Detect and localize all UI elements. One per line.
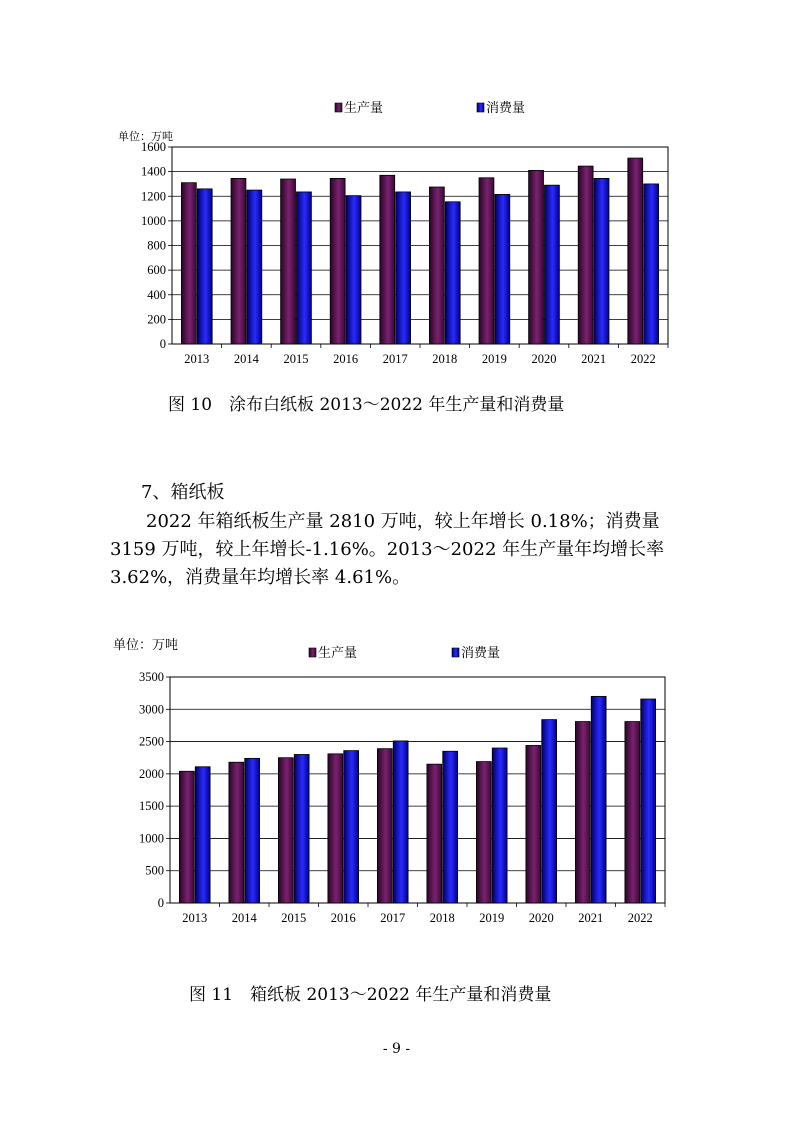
bar-production xyxy=(278,758,293,903)
x-tick-label: 2021 xyxy=(578,911,604,925)
y-tick-label: 200 xyxy=(147,312,166,327)
x-tick-label: 2017 xyxy=(382,352,408,366)
y-tick-label: 800 xyxy=(147,238,166,253)
bar-consumption xyxy=(197,189,212,344)
x-tick-label: 2018 xyxy=(432,352,458,366)
x-tick-label: 2018 xyxy=(429,911,455,925)
x-tick-label: 2020 xyxy=(528,911,554,925)
x-tick-label: 2016 xyxy=(333,352,359,366)
page-number: - 9 - xyxy=(382,1041,411,1057)
legend-label-production: 生产量 xyxy=(344,100,384,115)
bar-production xyxy=(628,158,643,344)
chart-11-caption: 图 11 箱纸板 2013～2022 年生产量和消费量 xyxy=(189,985,552,1005)
bar-production xyxy=(330,178,345,344)
bar-consumption xyxy=(495,194,510,344)
bar-production xyxy=(229,762,244,903)
bar-consumption xyxy=(644,184,659,344)
bar-consumption xyxy=(344,751,359,903)
y-tick-label: 0 xyxy=(157,896,164,910)
legend-label-consumption: 消费量 xyxy=(461,645,501,660)
bar-consumption xyxy=(195,767,210,903)
x-tick-label: 2013 xyxy=(182,911,208,925)
x-tick-label: 2022 xyxy=(630,352,656,366)
bar-consumption xyxy=(443,751,458,903)
legend-swatch-consumption xyxy=(452,648,459,657)
bar-consumption xyxy=(492,748,507,903)
bar-production xyxy=(625,722,640,903)
bar-production xyxy=(231,178,246,344)
bar-consumption xyxy=(594,178,609,344)
bar-consumption xyxy=(641,699,656,903)
legend-label-consumption: 消费量 xyxy=(486,100,526,115)
y-tick-label: 2000 xyxy=(139,766,164,781)
chart-10-caption: 图 10 涂布白纸板 2013～2022 年生产量和消费量 xyxy=(168,395,565,415)
bar-production xyxy=(181,183,196,344)
x-tick-label: 2013 xyxy=(184,352,210,366)
y-tick-label: 500 xyxy=(145,863,164,878)
y-tick-label: 1000 xyxy=(141,213,166,228)
bar-production xyxy=(427,764,442,903)
x-tick-label: 2022 xyxy=(627,911,653,925)
x-tick-label: 2019 xyxy=(481,352,507,366)
y-tick-label: 3000 xyxy=(139,702,164,717)
x-tick-label: 2021 xyxy=(581,352,607,366)
y-tick-label: 1200 xyxy=(141,189,166,204)
legend-swatch-production xyxy=(309,648,316,657)
x-tick-label: 2020 xyxy=(531,352,557,366)
bar-consumption xyxy=(247,190,262,344)
x-tick-label: 2014 xyxy=(231,911,257,925)
bar-production xyxy=(476,762,491,903)
section-title: 7、箱纸板 xyxy=(141,482,225,503)
bar-consumption xyxy=(245,758,260,903)
bar-consumption xyxy=(545,185,560,344)
x-tick-label: 2014 xyxy=(233,352,259,366)
legend-swatch-consumption xyxy=(477,103,484,112)
section-paragraph: 2022 年箱纸板生产量 2810 万吨，较上年增长 0.18%；消费量 3159 万吨，较上年增长-1.16%。2013～2022 年生产量年均增长率 3.62%，消费量年均增长率 4.61%。 xyxy=(110,511,665,588)
x-tick-label: 2017 xyxy=(380,911,406,925)
bar-production xyxy=(281,179,296,344)
chart-coated-white-board xyxy=(118,100,668,366)
bar-production xyxy=(479,178,494,344)
bar-production xyxy=(578,166,593,344)
x-tick-label: 2015 xyxy=(283,352,309,366)
y-tick-label: 1500 xyxy=(139,799,164,814)
x-tick-label: 2015 xyxy=(281,911,307,925)
bar-production xyxy=(429,187,444,344)
bar-consumption xyxy=(542,720,557,903)
unit-label: 单位：万吨 xyxy=(118,131,173,143)
y-tick-label: 2500 xyxy=(139,734,164,749)
bar-production xyxy=(328,754,343,903)
x-tick-label: 2016 xyxy=(330,911,356,925)
y-tick-label: 400 xyxy=(147,287,166,302)
x-tick-label: 2019 xyxy=(479,911,505,925)
bar-production xyxy=(380,175,395,344)
bar-production xyxy=(575,722,590,903)
bar-production xyxy=(377,749,392,903)
y-tick-label: 1400 xyxy=(141,164,166,179)
unit-label: 单位：万吨 xyxy=(113,637,179,652)
bar-consumption xyxy=(591,696,606,903)
bar-consumption xyxy=(297,192,312,344)
y-tick-label: 0 xyxy=(159,337,166,351)
legend-swatch-production xyxy=(335,103,342,112)
y-tick-label: 600 xyxy=(147,263,166,278)
bar-consumption xyxy=(294,754,309,903)
legend-label-production: 生产量 xyxy=(318,645,358,660)
bar-consumption xyxy=(445,202,460,344)
bar-consumption xyxy=(393,741,408,903)
plot-frame xyxy=(170,677,665,903)
bar-production xyxy=(526,745,541,903)
y-tick-label: 1600 xyxy=(141,140,166,154)
bar-consumption xyxy=(396,192,411,344)
y-tick-label: 3500 xyxy=(139,670,164,684)
y-tick-label: 1000 xyxy=(139,831,164,846)
bar-production xyxy=(179,771,194,903)
bar-production xyxy=(529,170,544,344)
chart-linerboard xyxy=(113,637,665,925)
bar-consumption xyxy=(346,196,361,344)
